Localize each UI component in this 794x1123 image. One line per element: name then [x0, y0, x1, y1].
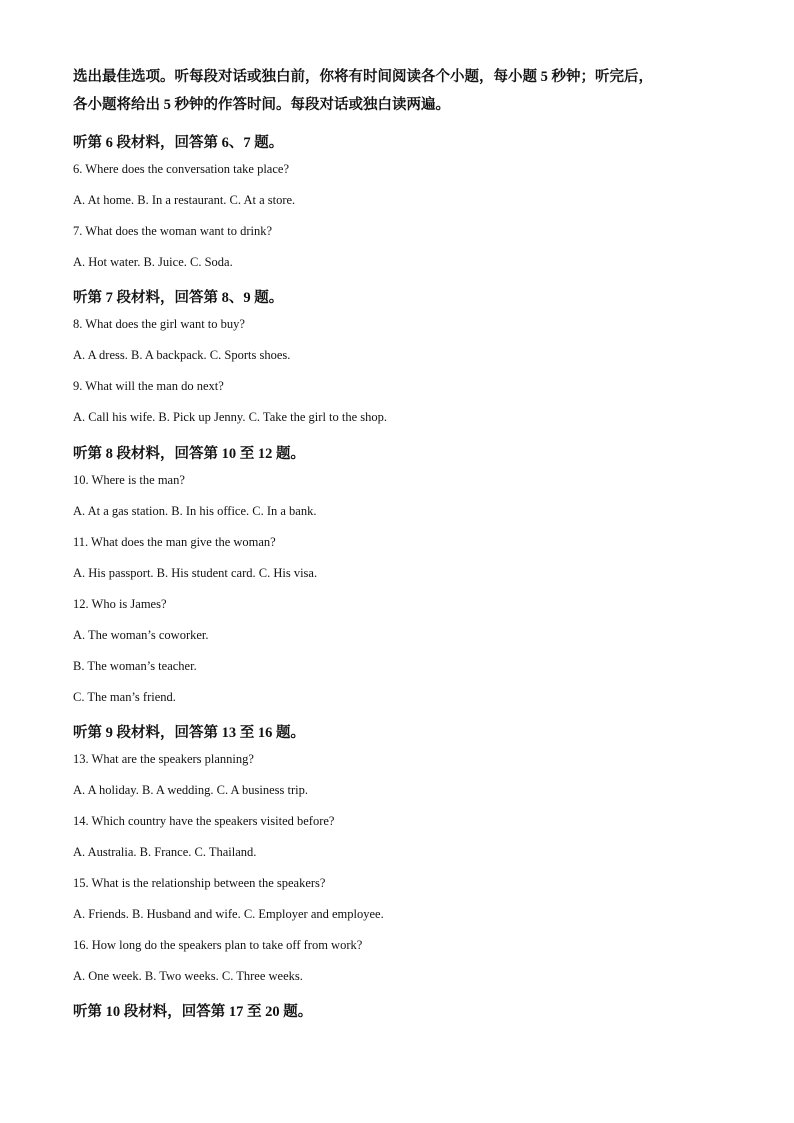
section-heading: 听第 7 段材料，回答第 8、9 题。 — [73, 290, 284, 307]
question-line: A. The woman’s coworker. — [73, 627, 209, 642]
question-line: 6. Where does the conversation take place? — [73, 162, 289, 177]
instructions-line: 各小题将给出 5 秒钟的作答时间。每段对话或独白读两遍。 — [73, 97, 450, 113]
question-line: A. A holiday. B. A wedding. C. A business trip. — [73, 783, 308, 798]
question-line: 7. What does the woman want to drink? — [73, 224, 273, 239]
question-line: A. At home. B. In a restaurant. C. At a store. — [73, 193, 296, 208]
question-line: 16. How long do the speakers plan to take off from work? — [73, 938, 363, 953]
question-line: 11. What does the man give the woman? — [73, 534, 276, 549]
question-line: 10. Where is the man? — [73, 472, 185, 487]
question-line: A. Hot water. B. Juice. C. Soda. — [73, 255, 233, 270]
question-line: A. His passport. B. His student card. C. His visa. — [73, 565, 318, 580]
question-line: 13. What are the speakers planning? — [73, 752, 254, 766]
question-line: 12. Who is James? — [73, 596, 167, 611]
instructions-paragraph — [73, 63, 733, 119]
instructions-line: 选出最佳选项。听每段对话或独白前，你将有时间阅读各个小题，每小题 5 秒钟；听完后， — [73, 69, 653, 85]
question-line: B. The woman’s teacher. — [73, 658, 197, 673]
question-line: A. Australia. B. France. C. Thailand. — [73, 845, 257, 860]
question-line: 14. Which country have the speakers visited before? — [73, 814, 335, 829]
section-heading: 听第 6 段材料，回答第 6、7 题。 — [73, 135, 284, 151]
question-line: 9. What will the man do next? — [73, 379, 224, 394]
section-heading: 听第 10 段材料，回答第 17 至 20 题。 — [73, 1004, 313, 1021]
question-line: A. One week. B. Two weeks. C. Three weeks. — [73, 969, 303, 984]
question-line: C. The man’s friend. — [73, 689, 176, 704]
question-line: 8. What does the girl want to buy? — [73, 317, 245, 332]
question-line: A. Friends. B. Husband and wife. C. Employer and employee. — [73, 907, 384, 922]
section-heading: 听第 8 段材料，回答第 10 至 12 题。 — [73, 445, 305, 462]
question-line: 15. What is the relationship between the speakers? — [73, 876, 326, 891]
question-line: A. At a gas station. B. In his office. C. In a bank. — [73, 503, 317, 518]
section-heading: 听第 9 段材料，回答第 13 至 16 题。 — [73, 724, 305, 741]
question-line: A. A dress. B. A backpack. C. Sports shoes. — [73, 348, 291, 363]
question-line: A. Call his wife. B. Pick up Jenny. C. Take the girl to the shop. — [73, 410, 388, 425]
